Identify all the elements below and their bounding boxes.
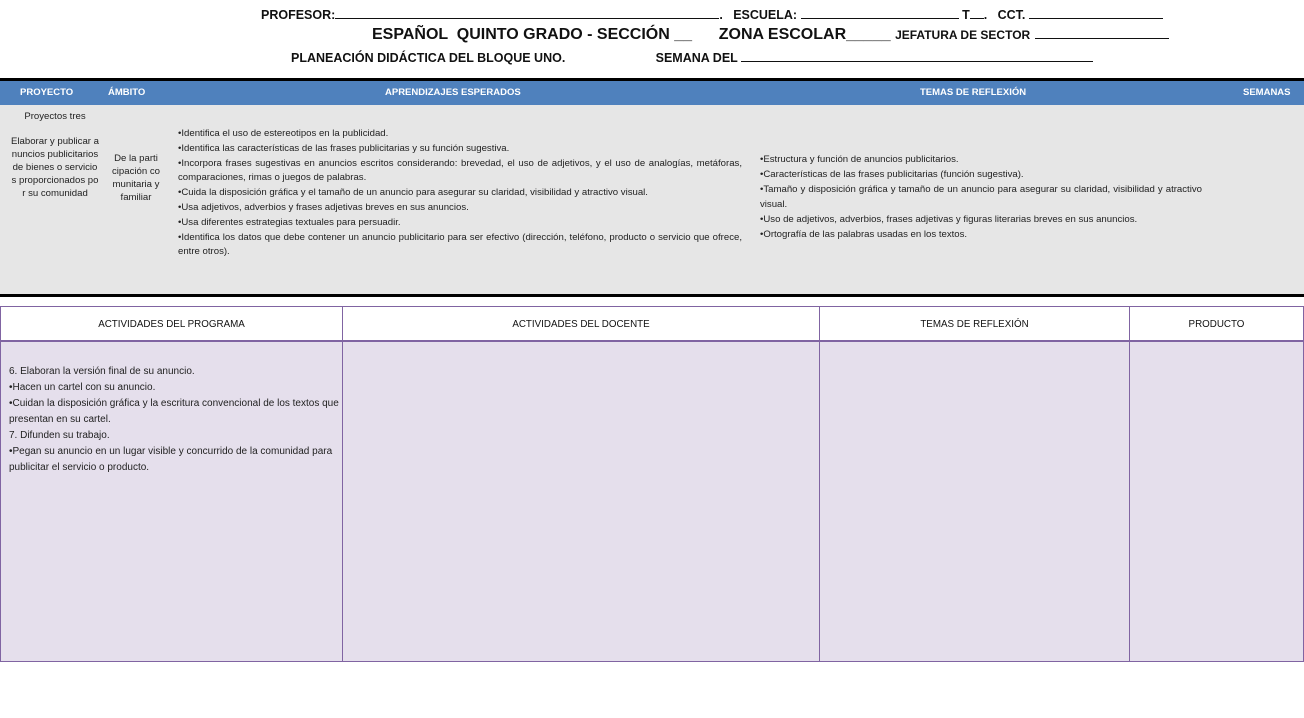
planning-table-header	[0, 81, 1304, 105]
actividad-item: •Pegan su anuncio en un lugar visible y concurrido de la comunidad para publicitar el servicio o producto.	[9, 446, 333, 473]
col-header-ambito: ÁMBITO	[108, 87, 146, 98]
col-producto	[1129, 306, 1304, 662]
planeacion-label: PLANEACIÓN DIDÁCTICA DEL BLOQUE UNO.	[291, 51, 566, 65]
col-header-proyecto: PROYECTO	[20, 87, 74, 98]
aprendizaje-item: •Usa diferentes estrategias textuales para persuadir.	[178, 216, 401, 228]
tema-item: •Ortografía de las palabras usadas en los textos.	[760, 229, 968, 240]
t-label: T	[962, 8, 970, 22]
actividad-item: •Hacen un cartel con su anuncio.	[9, 382, 156, 393]
semana-label: SEMANA DEL	[655, 51, 738, 65]
producto-cell[interactable]	[1130, 342, 1303, 662]
semana-blank	[741, 49, 1093, 62]
proyecto-text: Elaborar y publicar anuncios publicitarios de bienes o servicios proporcionados por su comunidad	[11, 136, 99, 199]
col-actividades-programa	[0, 306, 342, 662]
aprendizaje-item: •Incorpora frases sugestivas en anuncios escritos considerando: brevedad, el uso de adjetivos, y el uso de analogías, metáforas, comparaciones, rimas o juegos de palabras.	[178, 157, 742, 184]
tema-item: •Uso de adjetivos, adverbios, frases adjetivas y figuras literarias breves en sus anuncios.	[760, 214, 1138, 225]
ambito-cell: De la participación comunitaria y familiar	[112, 153, 160, 203]
aprendizaje-item: •Identifica el uso de estereotipos en la publicidad.	[178, 128, 389, 139]
proyecto-heading: Proyectos tres	[24, 111, 86, 122]
escuela-label: . ESCUELA:	[719, 8, 798, 22]
planning-table	[0, 78, 1304, 297]
col-header-aprendizajes: APRENDIZAJES ESPERADOS	[385, 87, 521, 98]
profesor-blank	[335, 6, 719, 19]
actividades-programa-cell[interactable]	[1, 342, 342, 662]
zona-escolar-label: ZONA ESCOLAR_____	[718, 26, 891, 43]
tema-item: •Características de las frases publicitarias (función sugestiva).	[760, 169, 1024, 180]
escuela-blank	[801, 6, 959, 19]
jefatura-blank	[1035, 26, 1169, 39]
tema-item: •Estructura y función de anuncios publicitarios.	[760, 154, 959, 165]
col-header-producto: PRODUCTO	[1130, 306, 1303, 342]
col-temas-reflexion	[819, 306, 1129, 662]
t-blank	[970, 6, 984, 19]
aprendizaje-item: •Cuida la disposición gráfica y el tamaño de un anuncio para asegurar su claridad, visibilidad y atractivo visual.	[178, 187, 648, 199]
cct-blank	[1029, 6, 1163, 19]
proyecto-cell	[3, 110, 107, 200]
header-line-3	[291, 49, 1304, 65]
col-header-semanas: SEMANAS	[1243, 87, 1291, 98]
temas-reflexion-cell[interactable]	[820, 342, 1129, 662]
jefatura-label: JEFATURA DE SECTOR	[895, 28, 1031, 42]
profesor-label: PROFESOR:	[261, 8, 336, 22]
actividades-docente-cell[interactable]	[343, 342, 819, 662]
aprendizaje-item: •Identifica los datos que debe contener un anuncio publicitario para ser efectivo (dirección, teléfono, producto o servicio que ofrece, entre otros).	[178, 231, 742, 258]
aprendizaje-item: •Identifica las características de las frases publicitarias y su función sugestiva.	[178, 142, 510, 154]
aprendizajes-cell	[178, 127, 742, 260]
col-header-actividades-programa: ACTIVIDADES DEL PROGRAMA	[1, 306, 342, 342]
planning-table-body	[0, 105, 1304, 294]
actividades-list	[9, 364, 339, 476]
temas-cell	[760, 152, 1202, 242]
activities-table	[0, 306, 1304, 662]
aprendizaje-item: •Usa adjetivos, adverbios y frases adjetivas breves en sus anuncios.	[178, 201, 469, 213]
col-header-temas: TEMAS DE REFLEXIÓN	[920, 87, 1027, 98]
col-header-actividades-docente: ACTIVIDADES DEL DOCENTE	[343, 306, 819, 342]
col-actividades-docente	[342, 306, 819, 662]
actividad-item: 6. Elaboran la versión final de su anuncio.	[9, 366, 195, 377]
col-header-temas-reflexion: TEMAS DE REFLEXIÓN	[820, 306, 1129, 342]
document-title: ESPAÑOL QUINTO GRADO - SECCIÓN __	[372, 26, 693, 43]
header-line-1	[261, 6, 1304, 22]
cct-label: . CCT.	[983, 8, 1026, 22]
actividad-item: •Cuidan la disposición gráfica y la escritura convencional de los textos que presentan en su cartel.	[9, 398, 339, 425]
actividad-item: 7. Difunden su trabajo.	[9, 430, 110, 441]
header-line-2	[372, 26, 1304, 44]
tema-item: •Tamaño y disposición gráfica y tamaño de un anuncio para asegurar su claridad, visibilidad y atractivo visual.	[760, 184, 1202, 210]
